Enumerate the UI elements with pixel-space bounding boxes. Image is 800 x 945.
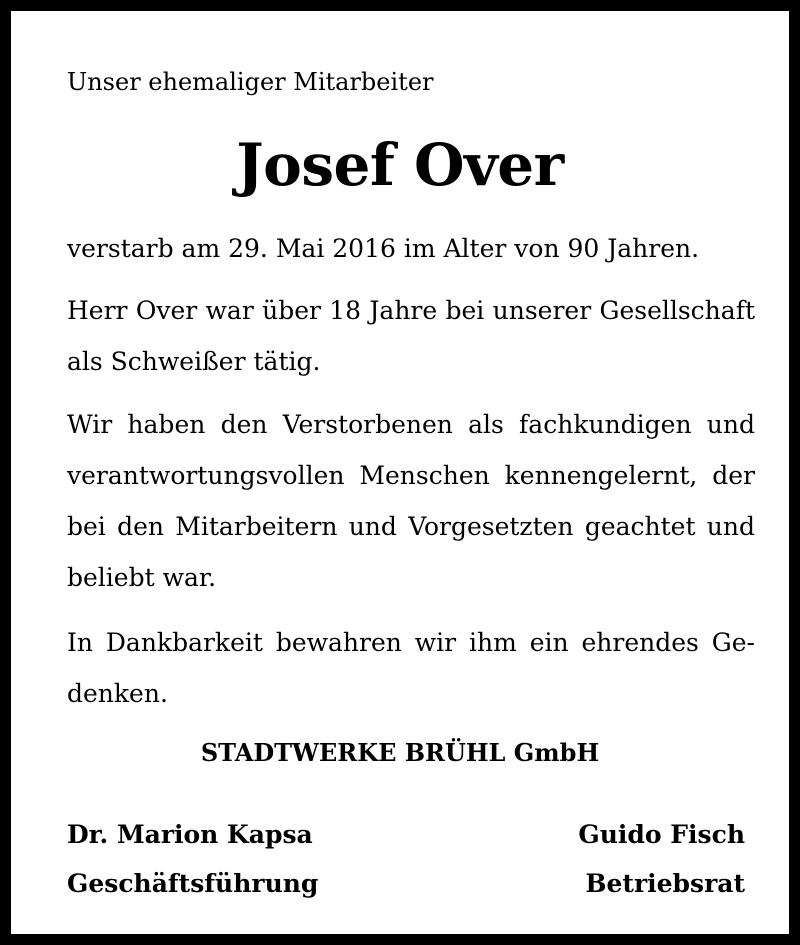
paragraph-2-line-2: verantwortungsvollen Menschen kennengelernt, der [67, 461, 755, 490]
signatory-right-role: Betriebsrat [585, 869, 745, 898]
paragraph-3-line-2: denken. [67, 679, 168, 708]
paragraph-3-line-1: In Dankbarkeit bewahren wir ihm ein ehrendes Ge- [67, 628, 755, 657]
paragraph-2-line-3: bei den Mitarbeitern und Vorgesetzten geachtet und [67, 512, 755, 541]
deceased-name: Josef Over [236, 131, 564, 199]
death-date-line: verstarb am 29. Mai 2016 im Alter von 90 Jahren. [67, 234, 700, 263]
paragraph-1-line-1: Herr Over war über 18 Jahre bei unserer Gesellschaft [67, 296, 755, 325]
paragraph-2-line-1: Wir haben den Verstorbenen als fachkundigen und [67, 410, 755, 439]
company-name: STADTWERKE BRÜHL GmbH [200, 738, 600, 767]
intro-text: Unser ehemaliger Mitarbeiter [67, 68, 434, 96]
paragraph-2-line-4: beliebt war. [67, 563, 217, 592]
paragraph-1-line-2: als Schweißer tätig. [67, 347, 321, 376]
signatory-right-name: Guido Fisch [578, 820, 745, 849]
signatory-left-name: Dr. Marion Kapsa [67, 820, 313, 849]
signatory-left-role: Geschäftsführung [67, 869, 319, 898]
